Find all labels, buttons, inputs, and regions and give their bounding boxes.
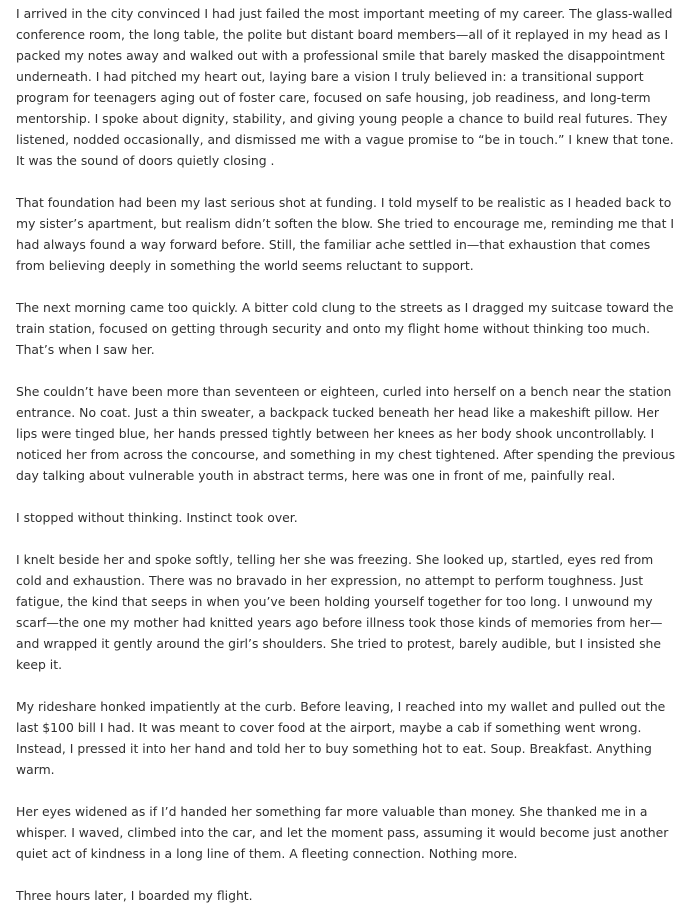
story-paragraph: She couldn’t have been more than seventeen or eighteen, curled into herself on a bench near the station entrance. No coat. Just a thin sweater, a backpack tucked beneath her head like a makeshift pillow. Her lips were tinged blue, her hands pressed tightly between her knees as her body shook uncontrollably. I noticed her from across the concourse, and something in my chest tightened. After spending the previous day talking about vulnerable youth in abstract terms, here was one in front of me, painfully real. xyxy=(16,384,676,483)
story-paragraph: I knelt beside her and spoke softly, telling her she was freezing. She looked up, startled, eyes red from cold and exhaustion. There was no bravado in her expression, no attempt to perform toughness. Just fatigue, the kind that seeps in when you’ve been holding yourself together for too long. I unwound my scarf—the one my mother had knitted years ago before illness took those kinds of memories from her—and wrapped it gently around the girl’s shoulders. She tried to protest, barely audible, but I insisted she keep it. xyxy=(16,552,663,672)
story-paragraph: I arrived in the city convinced I had just failed the most important meeting of my career. The glass-walled conference room, the long table, the polite but distant board members—all of it replayed in my head as I packed my notes away and walked out with a professional smile that barely masked the disappointment underneath. I had pitched my heart out, laying bare a vision I truly believed in: a transitional support program for teenagers aging out of foster care, focused on safe housing, job readiness, and long-term mentorship. I spoke about dignity, stability, and giving young people a chance to build real futures. They listened, nodded occasionally, and dismissed me with a vague promise to “be in touch.” I knew that tone. It was the sound of doors quietly closing . xyxy=(16,6,674,168)
story-paragraph: Her eyes widened as if I’d handed her something far more valuable than money. She thanked me in a whisper. I waved, climbed into the car, and let the moment pass, assuming it would become just another quiet act of kindness in a long line of them. A fleeting connection. Nothing more. xyxy=(16,804,669,861)
story-paragraph: Three hours later, I boarded my flight. xyxy=(16,888,253,903)
story-paragraph: My rideshare honked impatiently at the curb. Before leaving, I reached into my wallet and pulled out the last $100 bill I had. It was meant to cover food at the airport, maybe a cab if something went wrong. Instead, I pressed it into her hand and told her to buy something hot to eat. Soup. Breakfast. Anything warm. xyxy=(16,699,666,777)
story-paragraph: I stopped without thinking. Instinct took over. xyxy=(16,510,298,525)
story-paragraph: That foundation had been my last serious shot at funding. I told myself to be realistic as I headed back to my sister’s apartment, but realism didn’t soften the blow. She tried to encourage me, reminding me that I had always found a way forward before. Still, the familiar ache settled in—that exhaustion that comes from believing deeply in something the world seems reluctant to support. xyxy=(16,195,675,273)
story-paragraph: The next morning came too quickly. A bitter cold clung to the streets as I dragged my suitcase toward the train station, focused on getting through security and onto my flight home without thinking too much. That’s when I saw her. xyxy=(16,300,674,357)
